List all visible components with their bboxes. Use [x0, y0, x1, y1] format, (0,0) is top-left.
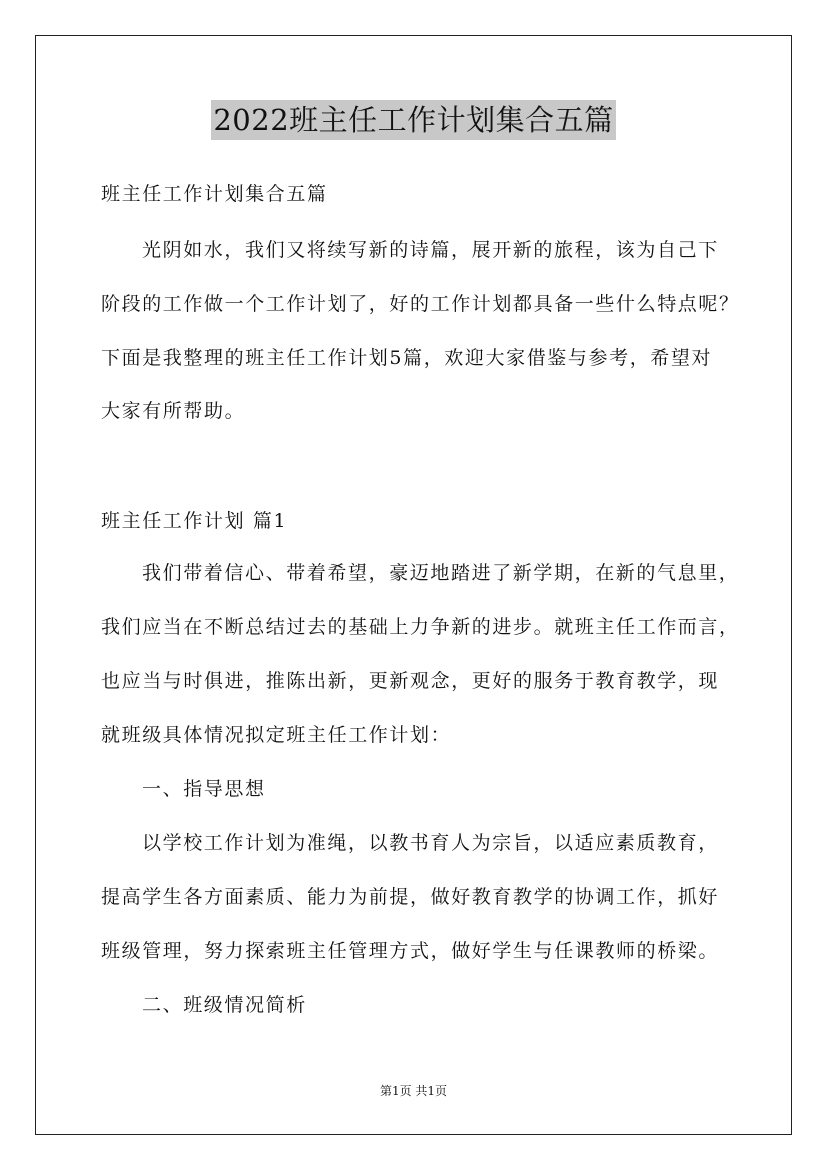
class-analysis-heading: 二、班级情况简析 [142, 994, 307, 1016]
section1-para2-line-3: 班级管理，努力探索班主任管理方式，做好学生与任课教师的桥梁。 [101, 940, 720, 962]
section1-para2-line-1: 以学校工作计划为准绳，以教书育人为宗旨，以适应素质教育， [142, 832, 719, 854]
section1-para1-line-2: 我们应当在不断总结过去的基础上力争新的进步。就班主任工作而言， [101, 616, 740, 638]
intro-line-4: 大家有所帮助。 [101, 400, 246, 422]
section1-heading: 班主任工作计划 篇1 [101, 510, 288, 532]
section1-para2-line-2: 提高学生各方面素质、能力为前提，做好教育教学的协调工作，抓好 [101, 886, 720, 908]
document-subtitle: 班主任工作计划集合五篇 [101, 183, 328, 205]
section1-para1-line-3: 也应当与时俱进，推陈出新，更新观念，更好的服务于教育教学，现 [101, 670, 720, 692]
page-footer: 第1页 共1页 [379, 1084, 448, 1098]
intro-line-1: 光阴如水，我们又将续写新的诗篇，展开新的旅程，该为自己下 [142, 239, 719, 261]
document-title: 2022班主任工作计划集合五篇 [211, 100, 615, 140]
intro-line-2: 阶段的工作做一个工作计划了，好的工作计划都具备一些什么特点呢？ [101, 293, 740, 315]
intro-line-3: 下面是我整理的班主任工作计划5篇，欢迎大家借鉴与参考，希望对 [101, 347, 713, 369]
guiding-ideology-heading: 一、指导思想 [142, 778, 266, 800]
section1-para1-line-1: 我们带着信心、带着希望，豪迈地踏进了新学期，在新的气息里， [142, 562, 740, 584]
title-container [0, 100, 827, 140]
section1-para1-line-4: 就班级具体情况拟定班主任工作计划： [101, 724, 452, 746]
